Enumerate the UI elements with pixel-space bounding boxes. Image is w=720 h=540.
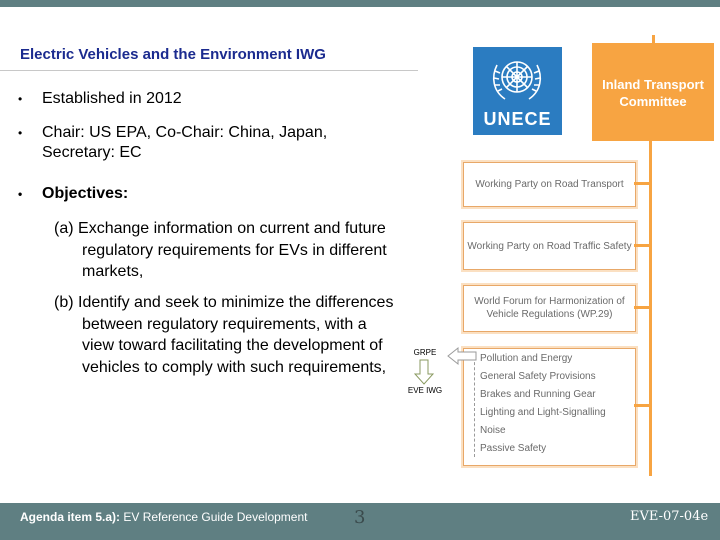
wp-label: Working Party on Road Traffic Safety	[467, 241, 632, 252]
chart-connector	[634, 306, 649, 309]
chart-connector	[634, 182, 649, 185]
bullet-text: Chair: US EPA, Co-Chair: China, Japan, Secretary: EC	[42, 124, 328, 161]
wp-road-transport	[463, 162, 636, 207]
slide-title: Electric Vehicles and the Environment IWG	[20, 46, 326, 63]
working-groups-box	[463, 348, 636, 466]
chart-connector	[634, 244, 649, 247]
down-arrow-icon	[414, 359, 434, 385]
group-item: General Safety Provisions	[480, 371, 596, 382]
top-bar	[0, 0, 720, 7]
objective-text: Identify and seek to minimize the differences between regulatory requirements, with a view toward facilitating the development of vehicles to comply with such requirements,	[78, 294, 394, 376]
chart-connector	[652, 35, 655, 43]
committee-label: Inland Transport Committee	[602, 77, 704, 109]
objective-b	[54, 292, 394, 378]
group-item: Pollution and Energy	[480, 353, 573, 364]
unece-logo-text: UNECE	[483, 109, 552, 129]
objective-a	[54, 218, 412, 283]
title-divider	[0, 70, 418, 71]
bullet-text: Established in 2012	[42, 90, 182, 107]
wp-label: World Forum for Harmonization of Vehicle Regulations (WP.29)	[474, 296, 625, 320]
document-id: EVE-07-04e	[630, 509, 709, 524]
groups-dashed-line	[474, 357, 476, 457]
unece-logo	[473, 47, 562, 135]
grpe-label: GRPE	[413, 348, 437, 357]
objective-lead: (b)	[54, 294, 74, 311]
bullet-dot: •	[18, 92, 23, 106]
un-emblem-icon	[485, 51, 549, 107]
wp-label: Working Party on Road Transport	[475, 179, 624, 190]
chart-connector	[634, 404, 649, 407]
inland-transport-committee-box	[592, 43, 714, 141]
objective-text: Exchange information on current and future regulatory requirements for EVs in different markets,	[78, 220, 387, 280]
wp29-world-forum	[463, 285, 636, 332]
wp-road-traffic-safety	[463, 222, 636, 270]
chart-spine	[649, 141, 652, 476]
bullet-dot: •	[18, 126, 23, 140]
group-item: Lighting and Light-Signalling	[480, 407, 606, 418]
left-arrow-icon	[446, 346, 478, 366]
bullet-dot: •	[18, 187, 23, 201]
group-item: Passive Safety	[480, 443, 547, 454]
objective-lead: (a)	[54, 220, 74, 237]
footer-bar	[0, 503, 720, 540]
eve-iwg-label: EVE IWG	[407, 386, 443, 395]
group-item: Brakes and Running Gear	[480, 389, 596, 400]
footer-agenda: Agenda item 5.a): EV Reference Guide Development	[20, 510, 308, 524]
bullet-text: Objectives:	[42, 185, 129, 202]
group-item: Noise	[480, 425, 506, 436]
page-number: 3	[354, 507, 366, 528]
